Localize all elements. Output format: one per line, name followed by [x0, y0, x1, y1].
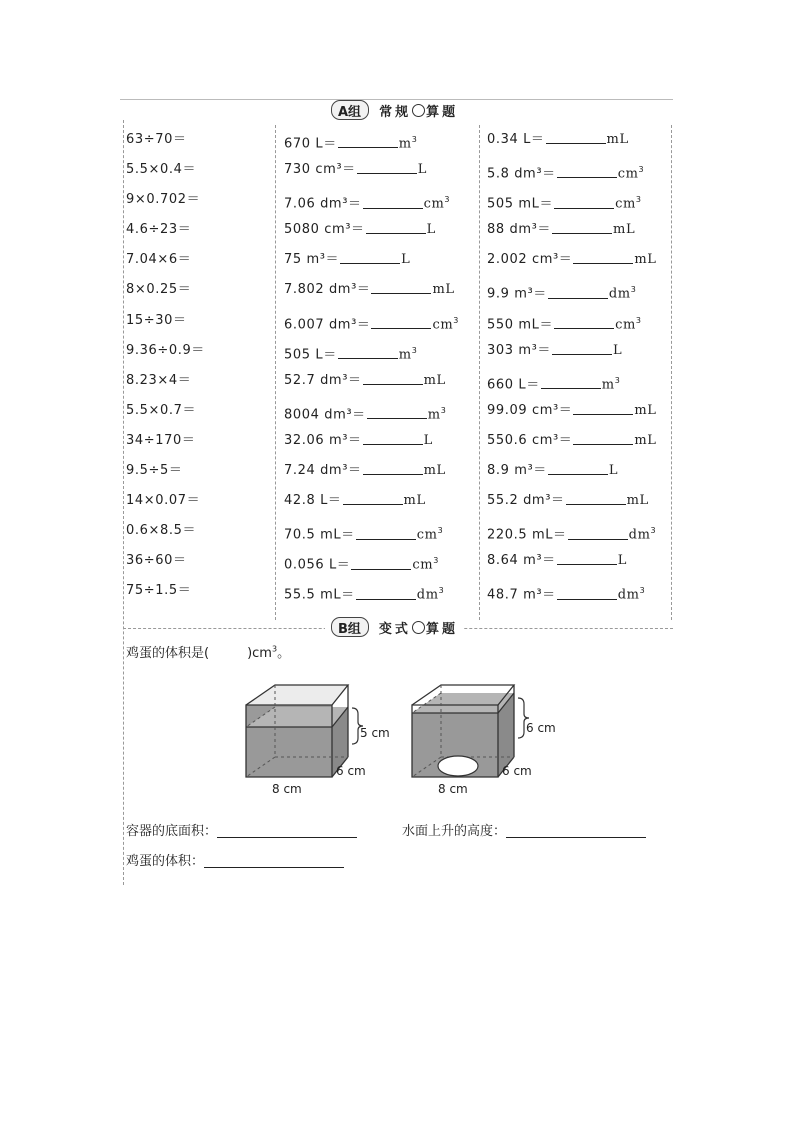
conversion-item	[487, 426, 657, 456]
unit-exponent: 3	[650, 526, 657, 536]
conversion-question: 730 cm³＝	[284, 162, 356, 178]
egg-shape	[438, 756, 478, 776]
answer-blank[interactable]	[366, 221, 426, 234]
answer-blank[interactable]	[338, 135, 398, 148]
answer-blank[interactable]	[573, 251, 633, 264]
answer-blank[interactable]	[552, 221, 612, 234]
conversion-item	[284, 576, 459, 606]
conversion-question: 8.9 m³＝	[487, 463, 547, 479]
conversion-item	[487, 486, 657, 516]
conversion-question: 505 L＝	[284, 346, 337, 362]
conversion-item	[487, 366, 657, 396]
unit-label: mL	[626, 493, 649, 509]
unit-exponent: 3	[411, 345, 418, 355]
length-label-2: 8 cm	[438, 782, 468, 796]
unit-label: dm	[608, 286, 631, 302]
section-b-badge: B组	[331, 617, 369, 637]
unit-label: dm	[628, 527, 651, 543]
conversion-question: 9.9 m³＝	[487, 286, 547, 302]
unit-label: dm	[617, 587, 640, 603]
answer-blank[interactable]	[363, 462, 423, 475]
unit-label: mL	[432, 282, 455, 298]
rise-row: 水面上升的高度：	[402, 820, 646, 839]
conversion-question: 660 L＝	[487, 377, 540, 393]
unit-label: dm	[416, 587, 439, 603]
unit-exponent: 3	[639, 586, 646, 596]
unit-label: mL	[634, 402, 657, 418]
conversion-item	[487, 336, 657, 366]
answer-blank[interactable]	[340, 251, 400, 264]
arithmetic-item: 14×0.07＝	[126, 493, 201, 509]
answer-blank[interactable]	[548, 462, 608, 475]
conversion-item	[284, 516, 459, 546]
arithmetic-item: 5.5×0.4＝	[126, 162, 197, 178]
conversion-item	[487, 456, 657, 486]
section-b-header	[325, 617, 464, 637]
base-area-blank[interactable]	[217, 823, 357, 838]
right-dashed-rule	[671, 125, 672, 620]
unit-label: cm	[416, 527, 438, 543]
conversion-question: 550 mL＝	[487, 316, 554, 332]
unit-exponent: 3	[635, 315, 642, 325]
conversion-item	[487, 396, 657, 426]
conversion-item	[487, 185, 657, 215]
conversion-item	[284, 215, 459, 245]
arithmetic-item: 9.36÷0.9＝	[126, 342, 205, 358]
unit-exponent: 3	[440, 405, 447, 415]
conversion-question: 52.7 dm³＝	[284, 372, 362, 388]
unit-label: mL	[606, 132, 629, 147]
unit-label: L	[426, 222, 436, 238]
conversion-item	[284, 155, 459, 185]
unit-exponent: 3	[614, 375, 621, 385]
conversion-item	[284, 486, 459, 516]
unit-label: mL	[423, 372, 446, 388]
conversion-question: 42.8 L＝	[284, 493, 342, 509]
column-conversion-2	[487, 125, 657, 607]
conversion-question: 88 dm³＝	[487, 222, 552, 238]
answer-blank[interactable]	[363, 372, 423, 385]
container-figure	[230, 680, 570, 800]
answer-blank[interactable]	[552, 342, 612, 355]
answer-blank[interactable]	[554, 196, 614, 209]
conversion-item	[284, 456, 459, 486]
conversion-question: 0.34 L＝	[487, 132, 545, 147]
egg-volume-row: 鸡蛋的体积：	[126, 850, 344, 869]
conversion-question: 220.5 mL＝	[487, 527, 567, 543]
conversion-question: 75 m³＝	[284, 252, 340, 268]
answer-blank[interactable]	[546, 131, 606, 144]
unit-label: L	[423, 432, 433, 448]
conversion-question: 32.06 m³＝	[284, 432, 362, 448]
arithmetic-item: 8.23×4＝	[126, 372, 192, 388]
column-divider-1	[275, 125, 276, 620]
answer-blank[interactable]	[557, 587, 617, 600]
section-a-title: 常规 算题	[379, 104, 459, 120]
conversion-item	[284, 546, 459, 576]
unit-label: mL	[423, 463, 446, 479]
unit-exponent: 3	[638, 165, 645, 175]
unit-label: cm	[615, 196, 636, 212]
conversion-question: 48.7 m³＝	[487, 587, 556, 603]
arithmetic-item: 7.04×6＝	[126, 252, 192, 268]
unit-label: cm	[432, 316, 454, 332]
conversion-item	[284, 396, 459, 426]
answer-blank[interactable]	[351, 557, 411, 570]
conversion-question: 55.2 dm³＝	[487, 493, 565, 509]
unit-label: m	[398, 346, 412, 362]
egg-volume-blank[interactable]	[204, 853, 344, 868]
conversion-question: 670 L＝	[284, 136, 337, 152]
column-conversion-1	[284, 125, 459, 607]
conversion-question: 7.06 dm³＝	[284, 196, 362, 212]
unit-label: cm	[615, 316, 636, 332]
base-area-row: 容器的底面积：	[126, 820, 357, 839]
conversion-item	[284, 275, 459, 305]
section-b-title: 变式 算题	[378, 621, 458, 637]
answer-blank[interactable]	[356, 587, 416, 600]
conversion-question: 303 m³＝	[487, 342, 552, 358]
answer-blank[interactable]	[573, 402, 633, 415]
conversion-item	[487, 245, 657, 275]
conversion-item	[487, 125, 657, 155]
unit-label: mL	[613, 222, 636, 238]
conversion-item	[284, 245, 459, 275]
unit-label: L	[617, 553, 627, 569]
answer-blank[interactable]	[573, 432, 633, 445]
unit-label: cm	[412, 557, 434, 573]
arithmetic-item: 0.6×8.5＝	[126, 523, 197, 539]
width-label-2: 6 cm	[502, 764, 532, 778]
unit-exponent: 3	[630, 285, 637, 295]
unit-label: m	[398, 136, 412, 152]
answer-blank[interactable]	[557, 165, 617, 178]
answer-blank[interactable]	[357, 161, 417, 174]
unit-exponent: 3	[635, 195, 642, 205]
conversion-item	[487, 576, 657, 606]
arithmetic-item: 9×0.702＝	[126, 192, 201, 208]
conversion-item	[284, 125, 459, 155]
unit-label: L	[608, 463, 619, 479]
answer-blank[interactable]	[356, 527, 416, 540]
length-label-1: 8 cm	[272, 782, 302, 796]
answer-blank[interactable]	[541, 376, 601, 389]
conversion-question: 8004 dm³＝	[284, 407, 366, 423]
arithmetic-item: 15÷30＝	[126, 312, 187, 328]
conversion-item	[284, 426, 459, 456]
arithmetic-item: 36÷60＝	[126, 553, 187, 569]
answer-blank[interactable]	[367, 406, 427, 419]
conversion-item	[487, 215, 657, 245]
unit-exponent: 3	[433, 556, 439, 566]
unit-label: cm	[617, 166, 639, 182]
unit-exponent: 3	[438, 586, 445, 596]
circle-icon	[412, 104, 425, 117]
answer-blank[interactable]	[371, 316, 431, 329]
conversion-question: 0.056 L＝	[284, 557, 351, 573]
height-label-2: 6 cm	[526, 721, 556, 735]
unit-exponent: 3	[411, 135, 418, 144]
conversion-question: 55.5 mL＝	[284, 587, 355, 603]
answer-blank[interactable]	[557, 552, 617, 565]
answer-blank[interactable]	[568, 527, 628, 540]
unit-label: mL	[634, 432, 657, 448]
unit-exponent: 3	[453, 315, 459, 325]
container-after	[412, 685, 556, 796]
unit-exponent: 3	[444, 195, 451, 205]
arithmetic-item: 75÷1.5＝	[126, 583, 192, 599]
conversion-question: 6.007 dm³＝	[284, 316, 371, 332]
conversion-question: 7.802 dm³＝	[284, 282, 371, 298]
conversion-item	[487, 546, 657, 576]
conversion-item	[487, 155, 657, 185]
conversion-item	[284, 185, 459, 215]
arithmetic-item: 4.6÷23＝	[126, 222, 192, 238]
conversion-question: 99.09 cm³＝	[487, 402, 573, 418]
column-divider-2	[479, 125, 480, 620]
answer-blank[interactable]	[363, 432, 423, 445]
conversion-question: 8.64 m³＝	[487, 553, 556, 569]
conversion-question: 70.5 mL＝	[284, 527, 355, 543]
arithmetic-item: 5.5×0.7＝	[126, 402, 197, 418]
height-label-1: 5 cm	[360, 726, 390, 740]
conversion-item	[487, 275, 657, 305]
answer-blank[interactable]	[548, 286, 608, 299]
conversion-item	[487, 306, 657, 336]
arithmetic-item: 8×0.25＝	[126, 282, 192, 298]
arithmetic-item: 34÷170＝	[126, 432, 196, 448]
conversion-item	[284, 366, 459, 396]
left-dashed-rule	[123, 120, 124, 885]
width-label-1: 6 cm	[336, 764, 366, 778]
unit-exponent: 3	[437, 526, 444, 536]
answer-blank[interactable]	[554, 316, 614, 329]
section-a-badge: A组	[331, 100, 369, 120]
answer-blank[interactable]	[343, 492, 403, 505]
unit-label: L	[417, 162, 428, 178]
answer-blank[interactable]	[371, 281, 431, 294]
conversion-item	[487, 516, 657, 546]
conversion-item	[284, 336, 459, 366]
unit-label: mL	[403, 493, 426, 509]
arithmetic-item: 9.5÷5＝	[126, 463, 183, 479]
unit-label: m	[601, 377, 615, 393]
circle-icon	[412, 621, 425, 634]
conversion-question: 5.8 dm³＝	[487, 166, 556, 182]
rise-blank[interactable]	[506, 823, 646, 838]
column-arithmetic	[126, 125, 205, 607]
unit-label: cm	[423, 196, 445, 212]
container-before	[246, 685, 390, 796]
unit-label: L	[401, 252, 411, 268]
conversion-item	[284, 306, 459, 336]
section-a-header	[325, 100, 464, 120]
conversion-question: 550.6 cm³＝	[487, 432, 573, 448]
answer-blank[interactable]	[363, 196, 423, 209]
arithmetic-item: 63÷70＝	[126, 132, 187, 147]
answer-blank[interactable]	[566, 492, 626, 505]
answer-blank[interactable]	[338, 346, 398, 359]
conversion-question: 7.24 dm³＝	[284, 463, 362, 479]
egg-volume-question: 鸡蛋的体积是( )$cm^3$。	[126, 644, 291, 661]
unit-label: L	[613, 342, 623, 358]
unit-label: mL	[634, 252, 657, 268]
conversion-question: 505 mL＝	[487, 196, 554, 212]
conversion-question: 5080 cm³＝	[284, 222, 365, 238]
conversion-question: 2.002 cm³＝	[487, 252, 573, 268]
unit-label: m	[427, 407, 441, 423]
